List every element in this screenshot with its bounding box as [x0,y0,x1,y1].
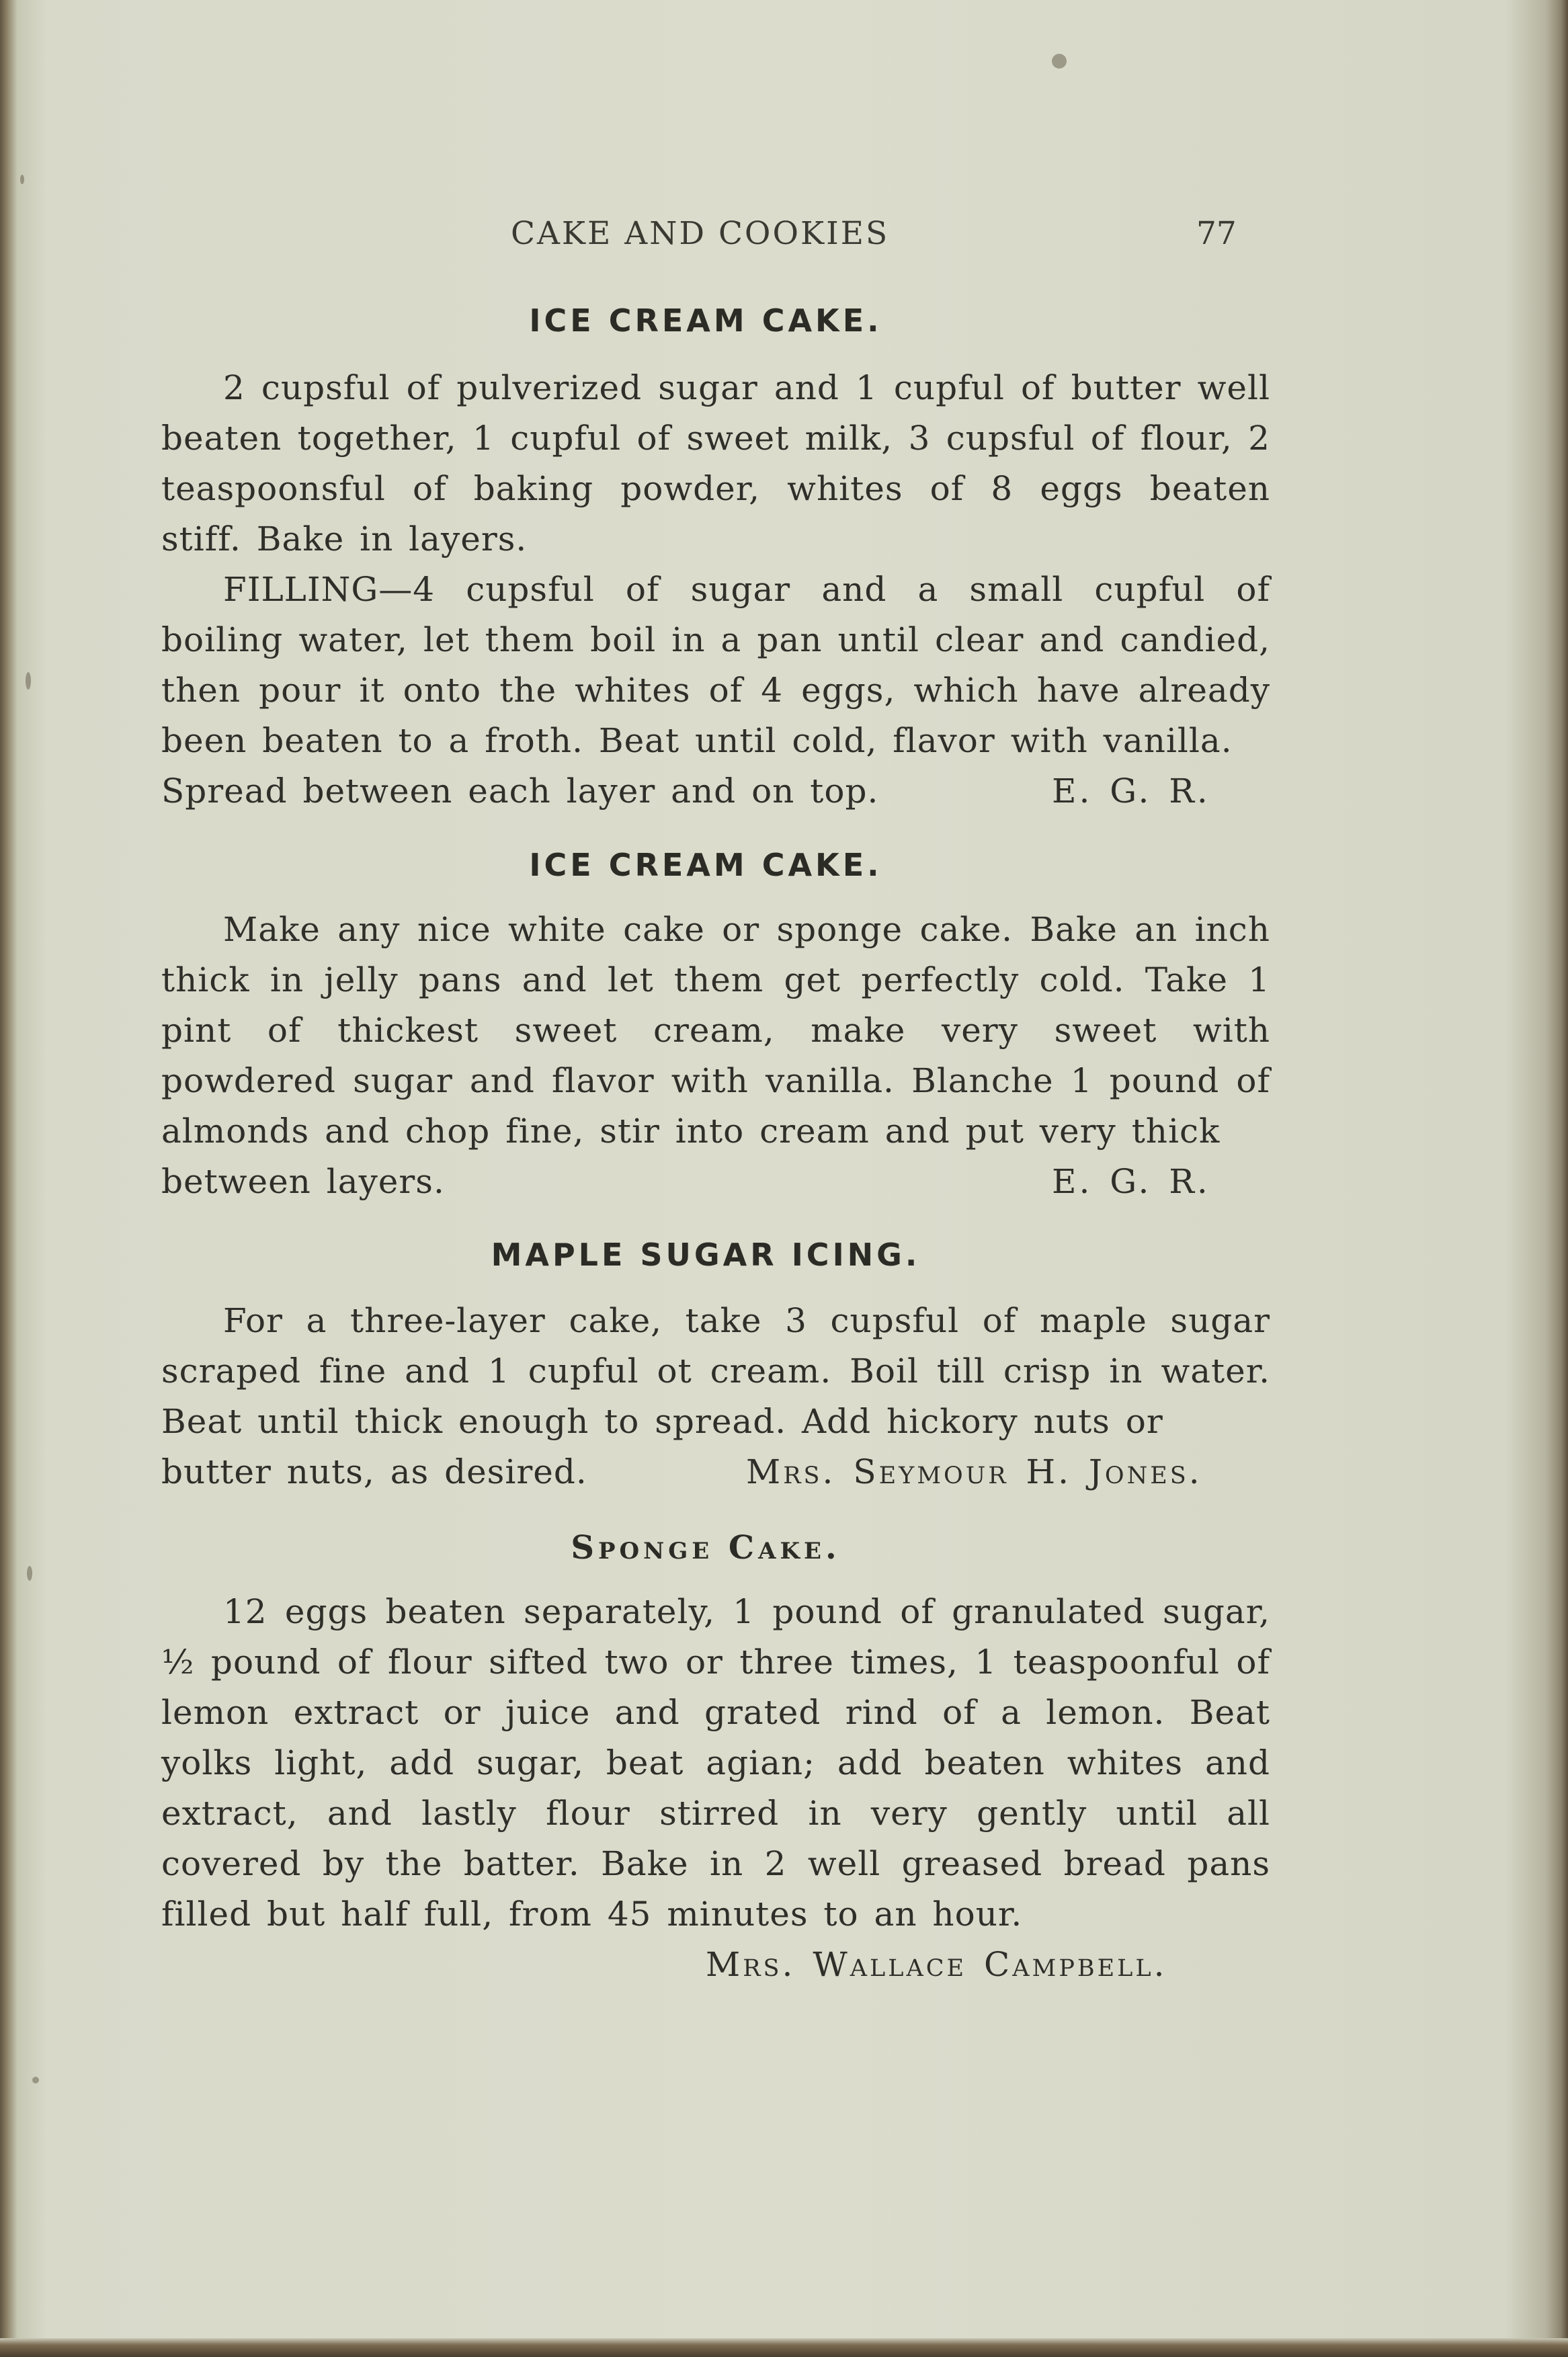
recipe-title: MAPLE SUGAR ICING. [491,1237,921,1273]
recipe-closing-line [161,766,1270,817]
paper-blemish [1052,54,1067,69]
paper-blemish [26,672,31,690]
page-bottom-edge [0,2338,1568,2357]
paper-blemish [32,2077,39,2083]
recipe-signature: Mrs. Wallace Campbell. [706,1945,1167,1984]
recipe-signature: E. G. R. [1052,772,1210,811]
recipe-ice-cream-cake-1 [161,302,1270,817]
recipe-title: ICE CREAM CAKE. [529,847,882,883]
recipe-closing-line [161,1940,1270,1990]
recipe-last-line: butter nuts, as desired. [161,1452,587,1491]
recipe-body: For a three-layer cake, take 3 cupsful of maple sugar scraped fine and 1 cupful ot cream. Boil till crisp in water. Beat until thick enough to spread. Add hickory nuts or [161,1301,1270,1441]
page-number: 77 [1196,215,1237,252]
recipe-last-line: Spread between each layer and on top. [161,772,879,811]
recipe-title: Sponge Cake. [571,1529,841,1567]
recipe-sponge-cake [161,1529,1270,1990]
recipe-body: Make any nice white cake or sponge cake. Bake an inch thick in jelly pans and let them get perfectly cold. Take 1 pint of thickest sweet cream, make very sweet with powdered sugar and flavor with vanilla. Blanche 1 pound of almonds and chop fine, stir into cream and put very thick [161,910,1270,1151]
recipe-signature: Mrs. Seymour H. Jones. [746,1452,1202,1491]
recipe-closing-line [161,1447,1270,1497]
recipe-body: 12 eggs beaten separately, 1 pound of granulated sugar, ½ pound of flour sifted two or three times, 1 teaspoonful of lemon extract or juice and grated rind of a lemon. Beat yolks light, add sugar, beat agian; add beaten whites and extract, and lastly flour stirred in very gently until all covered by the batter. Bake in 2 well greased bread pans filled but half full, from 45 minutes to an hour. [161,1592,1270,1934]
recipe-filling: FILLING—4 cupsful of sugar and a small cupful of boiling water, let them boil in a pan until clear and candied, then pour it onto the whites of 4 eggs, which have already been beaten to a froth. Beat until cold, flavor with vanilla. [161,570,1270,760]
recipe-closing-line [161,1157,1270,1207]
running-header [161,215,1237,255]
recipe-last-line: between layers. [161,1162,445,1201]
recipe-maple-sugar-icing [161,1237,1270,1497]
running-title: CAKE AND COOKIES [511,215,890,252]
recipe-ice-cream-cake-2 [161,847,1270,1207]
recipe-title: ICE CREAM CAKE. [529,302,882,339]
paper-blemish [20,175,24,184]
paper-blemish [27,1566,32,1581]
recipe-body: 2 cupsful of pulverized sugar and 1 cupful of butter well beaten together, 1 cupful of sweet milk, 3 cupsful of flour, 2 teaspoonsful of baking powder, whites of 8 eggs beaten stiff. Bake in layers. [161,368,1270,559]
recipe-signature: E. G. R. [1052,1162,1210,1201]
